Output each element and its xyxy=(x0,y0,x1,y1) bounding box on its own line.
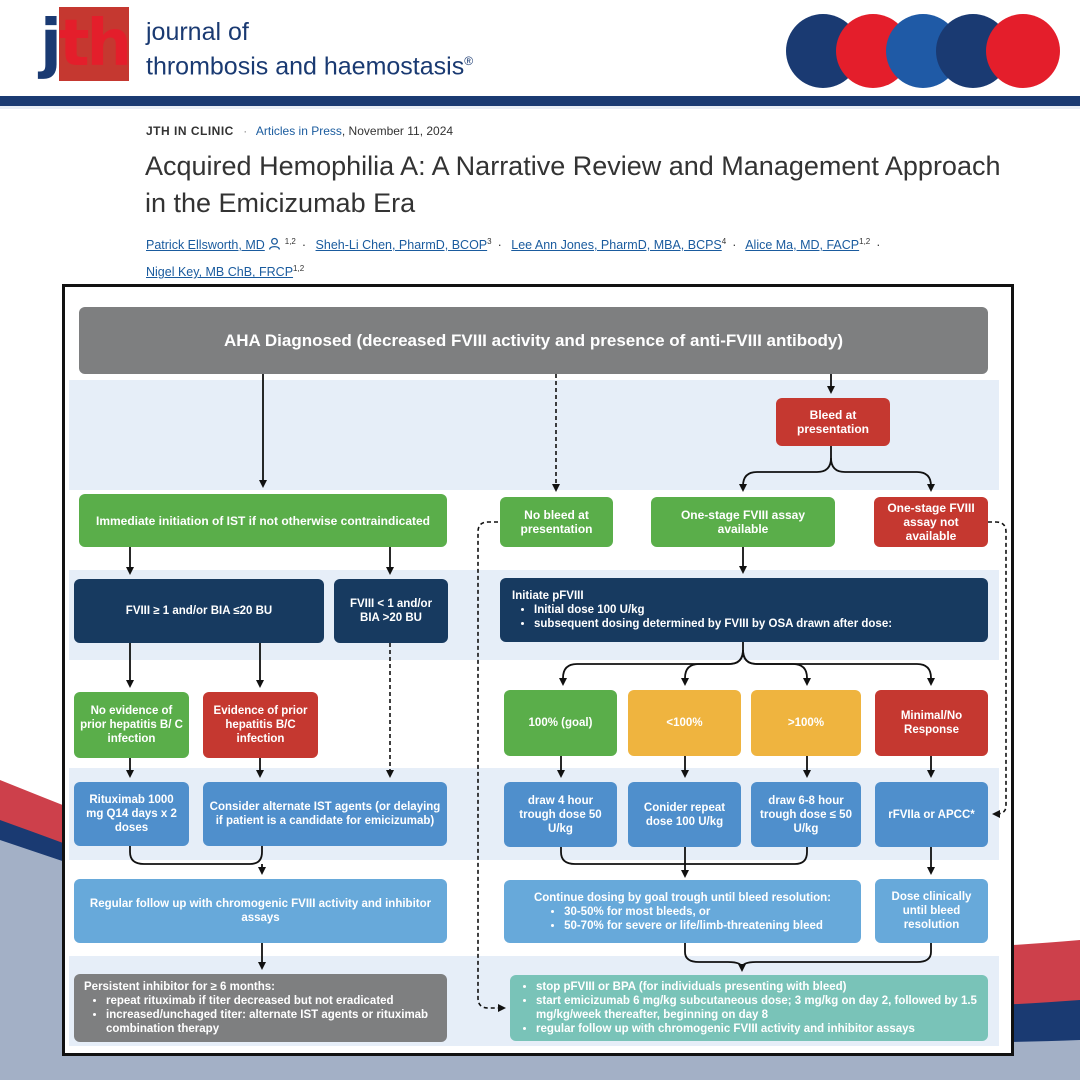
author-link[interactable]: Nigel Key, MB ChB, FRCP xyxy=(146,265,294,280)
draw-4-hour-box: draw 4 hour trough dose 50 U/kg xyxy=(504,782,617,847)
initiate-pfviii-box: Initiate pFVIII • Initial dose 100 U/kg • subsequent dosing determined by FVIII by OSA drawn after dose: xyxy=(500,578,988,642)
greater-than-100-box: >100% xyxy=(751,690,861,756)
continue-dosing-box: Continue dosing by goal trough until bleed resolution: • 30-50% for most bleeds, or • 50-70% for severe or life/limb-threatening bleed xyxy=(504,880,861,943)
jth-logo[interactable]: jth xyxy=(40,7,130,81)
hepatitis-box: Evidence of prior hepatitis B/C infection xyxy=(203,692,318,758)
alternate-ist-box: Consider alternate IST agents (or delaying if patient is a candidate for emicizumab) xyxy=(203,782,447,846)
author-link[interactable]: Lee Ann Jones, PharmD, MBA, BCPS xyxy=(511,238,722,253)
bleed-at-presentation-box: Bleed at presentation xyxy=(776,398,890,446)
brand-circle-5 xyxy=(986,14,1060,88)
author-link[interactable]: Alice Ma, MD, FACP xyxy=(745,238,860,253)
fviii-ge1-box: FVIII ≥ 1 and/or BIA ≤20 BU xyxy=(74,579,324,643)
author-list: Patrick Ellsworth, MD $^{1,2}$ · Sheh-Li Chen, PharmD, $BCOP^3$ · Lee Ann Jones, PharmD, MBA, $BCPS^4$ · Alice Ma, MD, FACP$^{1,2}$ · Nigel Key, MB ChB, FRCP$^{1,2}$ xyxy=(146,237,881,280)
draw-6-8-hour-box: draw 6-8 hour trough dose ≤ 50 U/kg xyxy=(751,782,861,847)
minimal-response-box: Minimal/No Response xyxy=(875,690,988,756)
author-link[interactable]: Patrick Ellsworth, MD xyxy=(146,238,265,253)
osa-available-box: One-stage FVIII assay available xyxy=(651,497,835,547)
rfviia-apcc-box: rFVIIa or APCC* xyxy=(875,782,988,847)
header-bar xyxy=(0,96,1080,106)
dose-clinically-box: Dose clinically until bleed resolution xyxy=(875,879,988,943)
person-icon xyxy=(268,237,281,250)
repeat-dose-box: Conider repeat dose 100 U/kg xyxy=(628,782,741,847)
articles-in-press-link[interactable]: Articles in Press xyxy=(255,124,342,138)
osa-not-available-box: One-stage FVIII assay not available xyxy=(874,497,988,547)
header-divider xyxy=(0,106,1080,109)
emicizumab-box: • stop pFVIII or BPA (for individuals presenting with bleed) • start emicizumab 6 mg/kg subcutaneous dose; 3 mg/kg on day 2, followed by 1.5 mg/kg/week thereafter, beginning on day 8 • regular follow up with chromogenic FVIII activity and inhibitor assays xyxy=(510,975,988,1041)
persistent-inhibitor-box: Persistent inhibitor for ≥ 6 months: • repeat rituximab if titer decreased but not eradicated • increased/unchaged titer: alternate IST agents or rituximab combination therapy xyxy=(74,974,447,1042)
author-link[interactable]: Sheh-Li Chen, PharmD, BCOP xyxy=(315,238,488,253)
journal-name[interactable]: journal of thrombosis and haemostasis® xyxy=(146,18,474,81)
fviii-lt1-box: FVIII < 1 and/or BIA >20 BU xyxy=(334,579,448,643)
less-than-100-box: <100% xyxy=(628,690,741,756)
no-bleed-box: No bleed at presentation xyxy=(500,497,613,547)
goal-100-box: 100% (goal) xyxy=(504,690,617,756)
section-label: JTH IN CLINIC xyxy=(146,124,234,138)
no-hepatitis-box: No evidence of prior hepatitis B/ C infection xyxy=(74,692,189,758)
rituximab-box: Rituximab 1000 mg Q14 days x 2 doses xyxy=(74,782,189,846)
article-meta: JTH IN CLINIC · Articles in Press, November 11, 2024 xyxy=(146,124,454,138)
aha-diagnosed-box: AHA Diagnosed (decreased FVIII activity and presence of anti-FVIII antibody) xyxy=(79,307,988,374)
article-title: Acquired Hemophilia A: A Narrative Review and Management Approach in the Emicizumab Era xyxy=(145,151,1001,218)
ist-initiation-box: Immediate initiation of IST if not otherwise contraindicated xyxy=(79,494,447,547)
regular-followup-box: Regular follow up with chromogenic FVIII activity and inhibitor assays xyxy=(74,879,447,943)
